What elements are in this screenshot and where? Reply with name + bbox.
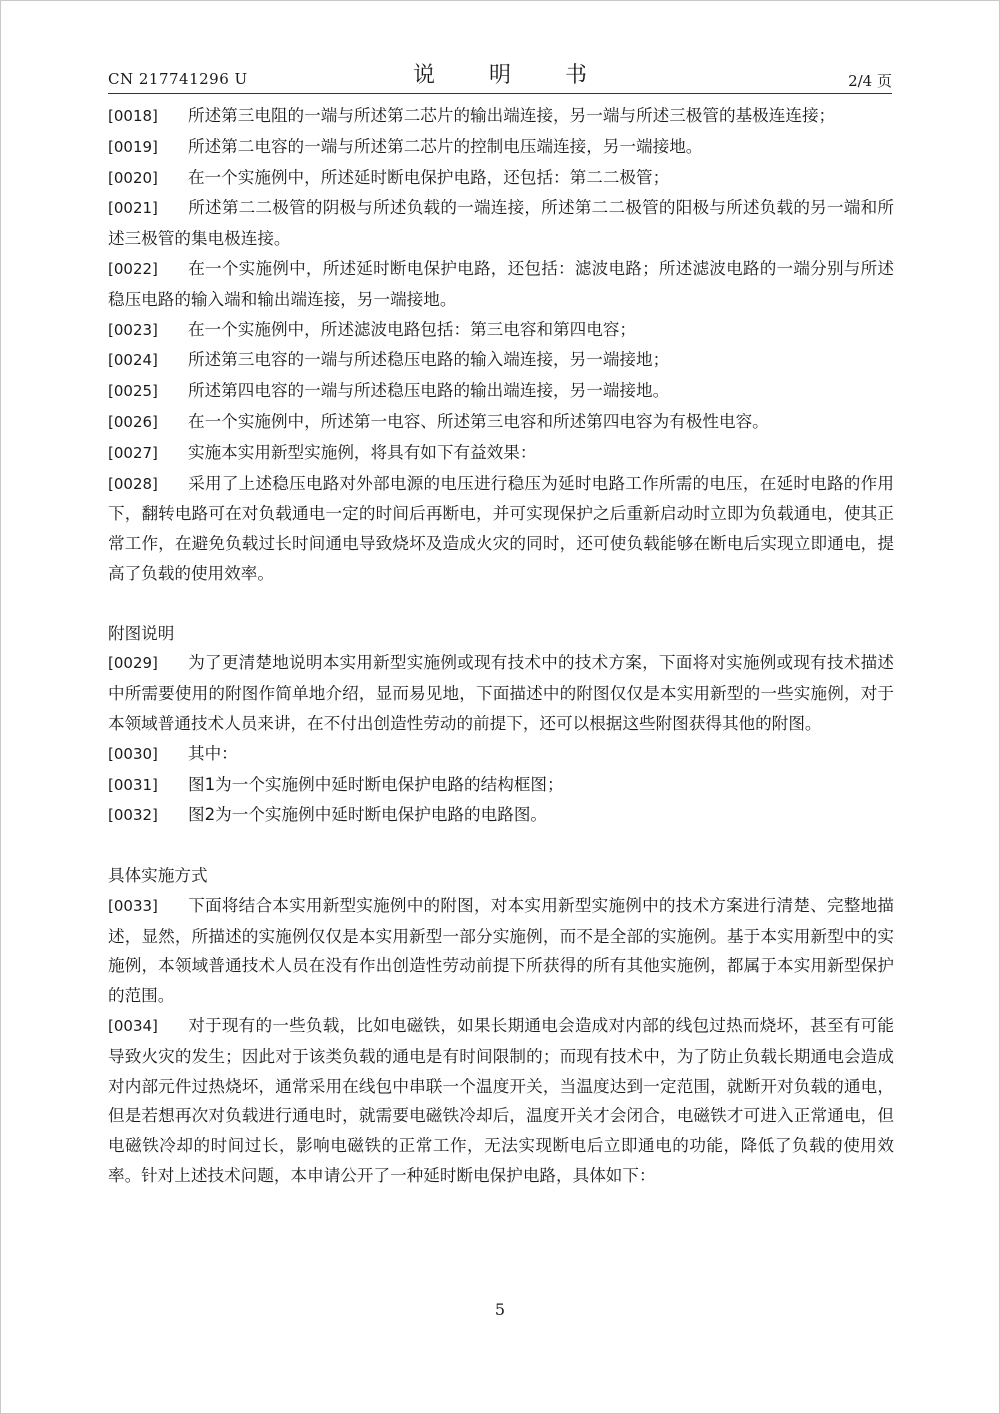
paragraph-text: 其中： bbox=[188, 743, 238, 763]
paragraph-text: 图1为一个实施例中延时断电保护电路的结构框图； bbox=[188, 774, 564, 794]
section-heading-embodiments: 具体实施方式 bbox=[108, 865, 208, 885]
paragraph-number: [0028] bbox=[108, 474, 158, 493]
paragraph-0029 bbox=[108, 648, 894, 738]
paragraph-number: [0029] bbox=[108, 654, 158, 673]
header-rule bbox=[108, 93, 892, 94]
paragraph-text: 所述第三电阻的一端与所述第二芯片的输出端连接，另一端与所述三极管的基极连连接； bbox=[188, 106, 836, 125]
page-footer bbox=[0, 1300, 1000, 1319]
paragraph-0034 bbox=[108, 1011, 894, 1191]
paragraph-text: 采用了上述稳压电路对外部电源的电压进行稳压为延时电路工作所需的电压，在延时电路的作用下，翻转电路可在对负载通电一定的时间后再断电，并可实现保护之后重新启动时立即为负载通电，使其正常工作，在避免负载过长时间通电导致烧坏及造成火灾的同时，还可使负载能够在断电后实现立即通电，提高了负载的使用效率。 bbox=[108, 473, 894, 583]
paragraph-text: 在一个实施例中，所述延时断电保护电路，还包括：滤波电路；所述滤波电路的一端分别与所述稳压电路的输入端和输出端连接，另一端接地。 bbox=[108, 258, 894, 309]
paragraph-number: [0030] bbox=[108, 744, 158, 763]
paragraph-0024 bbox=[108, 345, 894, 376]
paragraph-0033 bbox=[108, 891, 894, 1011]
section-gap bbox=[108, 831, 894, 861]
publication-number: CN 217741296 U bbox=[108, 70, 248, 88]
paragraph-number: [0034] bbox=[108, 1016, 158, 1035]
paragraph-0032 bbox=[108, 800, 894, 831]
paragraph-0018 bbox=[108, 101, 894, 132]
paragraph-0022 bbox=[108, 254, 894, 315]
paragraph-0023 bbox=[108, 315, 894, 346]
section-heading-figures: 附图说明 bbox=[108, 623, 175, 643]
paragraph-text: 在一个实施例中，所述延时断电保护电路，还包括：第二二极管； bbox=[188, 167, 670, 187]
paragraph-text: 为了更清楚地说明本实用新型实施例或现有技术中的技术方案，下面将对实施例或现有技术描述中所需要使用的附图作简单地介绍，显而易见地，下面描述中的附图仅仅是本实用新型的一些实施例，对于本领域普通技术人员来讲，在不付出创造性劳动的前提下，还可以根据这些附图获得其他的附图。 bbox=[108, 653, 894, 733]
paragraph-text: 实施本实用新型实施例，将具有如下有益效果： bbox=[188, 442, 537, 462]
paragraph-number: [0024] bbox=[108, 351, 158, 370]
paragraph-0031 bbox=[108, 770, 894, 801]
paragraph-number: [0026] bbox=[108, 412, 158, 431]
paragraph-number: [0025] bbox=[108, 382, 158, 401]
paragraph-0030 bbox=[108, 739, 894, 770]
paragraph-number: [0019] bbox=[108, 137, 158, 156]
document-body bbox=[108, 101, 894, 1191]
paragraph-text: 在一个实施例中，所述滤波电路包括：第三电容和第四电容； bbox=[188, 319, 637, 339]
paragraph-number: [0022] bbox=[108, 259, 158, 278]
page-number: 5 bbox=[494, 1300, 506, 1319]
paragraph-number: [0023] bbox=[108, 320, 158, 339]
paragraph-0020 bbox=[108, 163, 894, 194]
paragraph-0028 bbox=[108, 469, 894, 589]
section-gap bbox=[108, 589, 894, 619]
paragraph-number: [0018] bbox=[108, 107, 158, 125]
paragraph-text: 图2为一个实施例中延时断电保护电路的电路图。 bbox=[188, 805, 548, 825]
paragraph-text: 对于现有的一些负载，比如电磁铁，如果长期通电会造成对内部的线包过热而烧坏，甚至有可能导致火灾的发生；因此对于该类负载的通电是有时间限制的；而现有技术中，为了防止负载长期通电会造成对内部元件过热烧坏，通常采用在线包中串联一个温度开关，当温度达到一定范围，就断开对负载的通电，但是若想再次对负载进行通电时，就需要电磁铁冷却后，温度开关才会闭合，电磁铁才可进入正常通电，但电磁铁冷却的时间过长，影响电磁铁的正常工作，无法实现断电后立即通电的功能，降低了负载的使用效率。针对上述技术问题，本申请公开了一种延时断电保护电路，具体如下： bbox=[108, 1015, 894, 1185]
paragraph-0027 bbox=[108, 438, 894, 469]
paragraph-text: 所述第三电容的一端与所述稳压电路的输入端连接，另一端接地； bbox=[188, 350, 670, 370]
paragraph-0021 bbox=[108, 193, 894, 254]
page-indicator: 2/4 页 bbox=[848, 72, 892, 90]
paragraph-0026 bbox=[108, 407, 894, 438]
document-title: 说 明 书 bbox=[412, 63, 603, 88]
paragraph-number: [0021] bbox=[108, 199, 158, 218]
paragraph-number: [0027] bbox=[108, 443, 158, 462]
paragraph-number: [0031] bbox=[108, 775, 158, 794]
paragraph-number: [0032] bbox=[108, 806, 158, 825]
paragraph-0025 bbox=[108, 376, 894, 407]
paragraph-text: 所述第二电容的一端与所述第二芯片的控制电压端连接，另一端接地。 bbox=[188, 136, 703, 156]
page-header bbox=[108, 56, 892, 96]
paragraph-0019 bbox=[108, 132, 894, 163]
paragraph-text: 所述第四电容的一端与所述稳压电路的输出端连接，另一端接地。 bbox=[188, 381, 670, 401]
paragraph-text: 所述第二二极管的阴极与所述负载的一端连接，所述第二二极管的阳极与所述负载的另一端和所述三极管的集电极连接。 bbox=[108, 198, 894, 249]
paragraph-text: 在一个实施例中，所述第一电容、所述第三电容和所述第四电容为有极性电容。 bbox=[188, 411, 769, 431]
paragraph-number: [0033] bbox=[108, 896, 158, 915]
paragraph-number: [0020] bbox=[108, 168, 158, 187]
paragraph-text: 下面将结合本实用新型实施例中的附图，对本实用新型实施例中的技术方案进行清楚、完整地描述，显然，所描述的实施例仅仅是本实用新型一部分实施例，而不是全部的实施例。基于本实用新型中的实施例，本领域普通技术人员在没有作出创造性劳动前提下所获得的所有其他实施例，都属于本实用新型保护的范围。 bbox=[108, 895, 894, 1006]
